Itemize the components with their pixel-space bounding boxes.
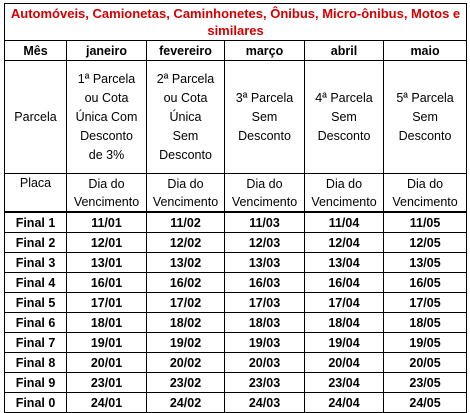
- due-date-cell: 20/01: [67, 353, 147, 373]
- parcela-line: de 3%: [88, 147, 125, 162]
- due-date-cell: 24/05: [384, 393, 467, 413]
- parcela-line: Sem: [251, 109, 278, 124]
- due-date-cell: 16/03: [225, 273, 305, 293]
- due-date-cell: 13/03: [225, 253, 305, 273]
- table-row: [5, 393, 467, 413]
- plate-final-cell: Final 5: [5, 293, 67, 313]
- plate-final-cell: Final 3: [5, 253, 67, 273]
- parcela-line: Única Com: [75, 109, 138, 124]
- month-header: abril: [305, 41, 384, 61]
- table-row: [5, 353, 467, 373]
- due-date-cell: 11/03: [225, 212, 305, 233]
- parcela-label: Parcela: [5, 61, 67, 174]
- mes-header: Mês: [5, 41, 67, 61]
- month-header: fevereiro: [147, 41, 225, 61]
- due-date-cell: 19/01: [67, 333, 147, 353]
- vencimento-line-1: Dia do: [88, 176, 125, 191]
- due-date-cell: 18/04: [305, 313, 384, 333]
- vencimento-line-2: Vencimento: [231, 194, 298, 209]
- plate-final-cell: Final 6: [5, 313, 67, 333]
- due-date-cell: 13/01: [67, 253, 147, 273]
- plate-final-cell: Final 1: [5, 212, 67, 233]
- parcela-line: 2ª Parcela: [156, 71, 215, 86]
- schedule-table-container: [4, 3, 466, 413]
- vencimento-line-1: Dia do: [167, 176, 204, 191]
- month-header: maio: [384, 41, 467, 61]
- due-date-cell: 19/04: [305, 333, 384, 353]
- due-date-cell: 20/04: [305, 353, 384, 373]
- due-date-cell: 23/01: [67, 373, 147, 393]
- due-date-cell: 11/02: [147, 212, 225, 233]
- due-date-cell: 18/01: [67, 313, 147, 333]
- vencimento-line-1: Dia do: [325, 176, 363, 191]
- vencimento-cell: [67, 174, 147, 213]
- title-row: [5, 4, 467, 41]
- due-date-cell: 11/05: [384, 212, 467, 233]
- due-date-cell: 17/03: [225, 293, 305, 313]
- parcela-cell: [67, 61, 147, 174]
- due-date-cell: 11/04: [305, 212, 384, 233]
- parcela-line: 5ª Parcela: [396, 90, 454, 105]
- due-date-cell: 18/02: [147, 313, 225, 333]
- parcela-row: [5, 61, 467, 174]
- table-row: [5, 313, 467, 333]
- due-date-cell: 24/03: [225, 393, 305, 413]
- placa-label: Placa: [5, 174, 67, 213]
- plate-final-cell: Final 7: [5, 333, 67, 353]
- table-row: [5, 293, 467, 313]
- due-date-cell: 12/04: [305, 233, 384, 253]
- due-date-cell: 17/01: [67, 293, 147, 313]
- vencimento-cell: [147, 174, 225, 213]
- due-date-cell: 23/02: [147, 373, 225, 393]
- parcela-line: 3ª Parcela: [235, 90, 294, 105]
- month-header: março: [225, 41, 305, 61]
- parcela-cell: [305, 61, 384, 174]
- placa-row: [5, 174, 467, 213]
- plate-final-cell: Final 9: [5, 373, 67, 393]
- due-date-cell: 12/05: [384, 233, 467, 253]
- month-header: janeiro: [67, 41, 147, 61]
- parcela-cell: [147, 61, 225, 174]
- due-date-cell: 16/02: [147, 273, 225, 293]
- due-date-cell: 19/05: [384, 333, 467, 353]
- due-date-cell: 16/05: [384, 273, 467, 293]
- table-row: [5, 233, 467, 253]
- vencimento-line-2: Vencimento: [311, 194, 377, 209]
- due-date-cell: 18/05: [384, 313, 467, 333]
- parcela-line: Desconto: [398, 128, 452, 143]
- due-date-cell: 23/04: [305, 373, 384, 393]
- plate-final-cell: Final 2: [5, 233, 67, 253]
- due-date-cell: 24/02: [147, 393, 225, 413]
- due-date-cell: 16/01: [67, 273, 147, 293]
- parcela-line: 1ª Parcela: [77, 71, 136, 86]
- plate-final-cell: Final 0: [5, 393, 67, 413]
- parcela-line: 4ª Parcela: [315, 90, 373, 105]
- parcela-line: Sem: [331, 109, 357, 124]
- vencimento-line-2: Vencimento: [152, 194, 219, 209]
- parcela-line: Desconto: [80, 128, 133, 143]
- table-row: [5, 373, 467, 393]
- vencimento-line-2: Vencimento: [73, 194, 140, 209]
- plate-final-cell: Final 8: [5, 353, 67, 373]
- parcela-line: ou Cota: [84, 90, 129, 105]
- vencimento-cell: [225, 174, 305, 213]
- due-date-cell: 19/03: [225, 333, 305, 353]
- due-date-cell: 24/01: [67, 393, 147, 413]
- parcela-line: Sem: [412, 109, 438, 124]
- due-date-cell: 24/04: [305, 393, 384, 413]
- due-date-cell: 12/02: [147, 233, 225, 253]
- due-date-cell: 20/05: [384, 353, 467, 373]
- due-date-cell: 16/04: [305, 273, 384, 293]
- due-date-cell: 11/01: [67, 212, 147, 233]
- month-header-row: [5, 41, 467, 61]
- parcela-line: Desconto: [159, 147, 212, 162]
- due-date-cell: 17/05: [384, 293, 467, 313]
- parcela-cell: [384, 61, 467, 174]
- parcela-line: ou Cota: [163, 90, 208, 105]
- due-date-cell: 13/05: [384, 253, 467, 273]
- vencimento-cell: [305, 174, 384, 213]
- due-date-cell: 23/03: [225, 373, 305, 393]
- due-date-cell: 19/02: [147, 333, 225, 353]
- due-date-cell: 17/02: [147, 293, 225, 313]
- due-date-cell: 23/05: [384, 373, 467, 393]
- due-date-cell: 17/04: [305, 293, 384, 313]
- due-date-cell: 12/01: [67, 233, 147, 253]
- table-title: Automóveis, Camionetas, Caminhonetes, Ônibus, Micro-ônibus, Motos e similares: [5, 4, 467, 41]
- parcela-cell: [225, 61, 305, 174]
- vencimento-cell: [384, 174, 467, 213]
- due-date-cell: 13/04: [305, 253, 384, 273]
- parcela-line: Única: [169, 109, 202, 124]
- table-row: [5, 253, 467, 273]
- parcela-line: Desconto: [238, 128, 291, 143]
- due-date-cell: 12/03: [225, 233, 305, 253]
- due-date-cell: 18/03: [225, 313, 305, 333]
- due-date-cell: 20/03: [225, 353, 305, 373]
- due-date-cell: 20/02: [147, 353, 225, 373]
- table-row: [5, 273, 467, 293]
- table-row: [5, 333, 467, 353]
- parcela-line: Sem: [172, 128, 199, 143]
- due-date-cell: 13/02: [147, 253, 225, 273]
- vencimento-line-1: Dia do: [246, 176, 283, 191]
- parcela-line: Desconto: [317, 128, 371, 143]
- table-row: [5, 212, 467, 233]
- plate-final-cell: Final 4: [5, 273, 67, 293]
- vencimento-line-1: Dia do: [406, 176, 444, 191]
- vencimento-line-2: Vencimento: [392, 194, 458, 209]
- ipva-schedule-table: [4, 3, 467, 413]
